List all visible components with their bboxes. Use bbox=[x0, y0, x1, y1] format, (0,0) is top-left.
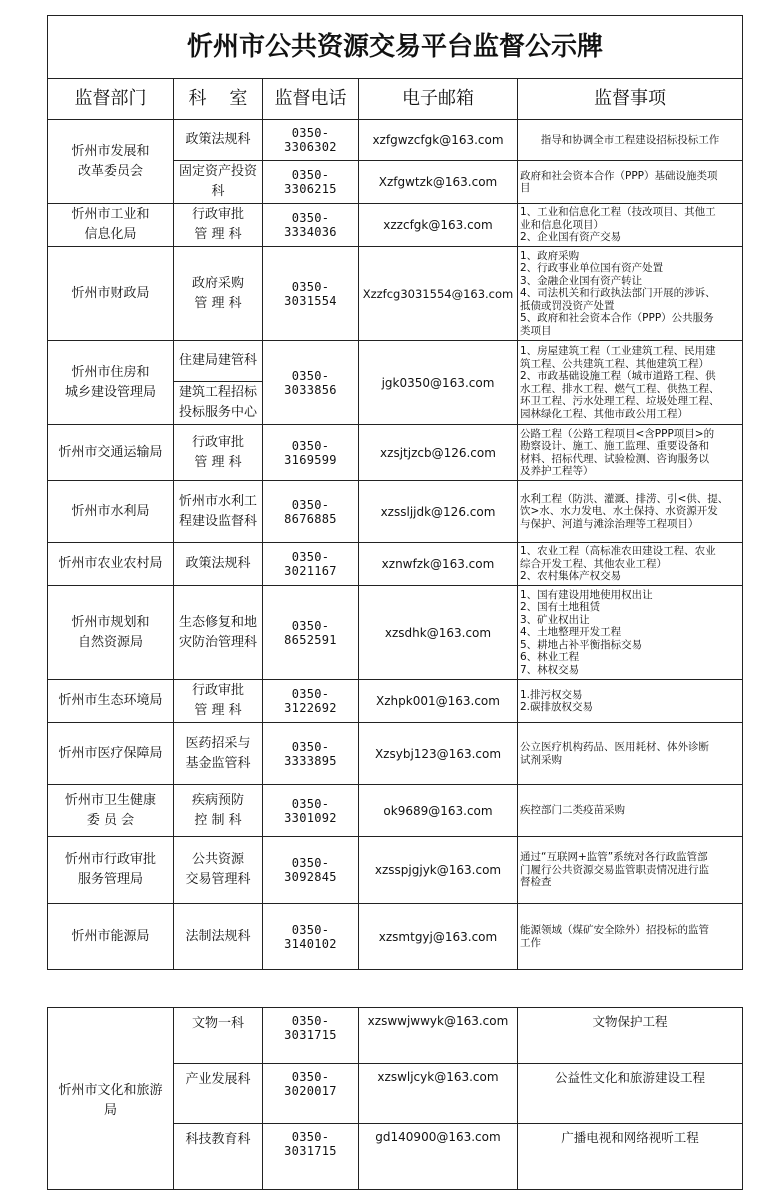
dept-cell: 忻州市能源局 bbox=[48, 904, 174, 970]
phone-cell: 0350-8652591 bbox=[263, 586, 359, 680]
office-cell: 住建局建管科 bbox=[174, 341, 263, 382]
header-office: 科 室 bbox=[174, 79, 263, 120]
office-cell: 政策法规科 bbox=[174, 543, 263, 586]
matter-cell: 文物保护工程 bbox=[518, 1008, 743, 1064]
header-phone: 监督电话 bbox=[263, 79, 359, 120]
dept-cell: 忻州市住房和 城乡建设管理局 bbox=[48, 341, 174, 425]
header-dept: 监督部门 bbox=[48, 79, 174, 120]
matter-cell: 1.排污权交易 2.碳排放权交易 bbox=[518, 680, 743, 723]
email-cell: xzswwjwwyk@163.com bbox=[359, 1008, 518, 1064]
dept-cell: 忻州市农业农村局 bbox=[48, 543, 174, 586]
email-cell: xzsdhk@163.com bbox=[359, 586, 518, 680]
office-cell: 公共资源 交易管理科 bbox=[174, 837, 263, 904]
email-cell: xznwfzk@163.com bbox=[359, 543, 518, 586]
office-cell: 法制法规科 bbox=[174, 904, 263, 970]
email-cell: xzsmtgyj@163.com bbox=[359, 904, 518, 970]
email-cell: ok9689@163.com bbox=[359, 785, 518, 837]
email-cell: jgk0350@163.com bbox=[359, 341, 518, 425]
email-cell: Xzzfcg3031554@163.com bbox=[359, 247, 518, 341]
office-cell: 科技教育科 bbox=[174, 1124, 263, 1190]
office-cell: 政府采购 管 理 科 bbox=[174, 247, 263, 341]
office-cell: 忻州市水利工 程建设监督科 bbox=[174, 481, 263, 543]
dept-cell: 忻州市水利局 bbox=[48, 481, 174, 543]
email-cell: Xzhpk001@163.com bbox=[359, 680, 518, 723]
office-cell: 文物一科 bbox=[174, 1008, 263, 1064]
phone-cell: 0350-3140102 bbox=[263, 904, 359, 970]
email-cell: gd140900@163.com bbox=[359, 1124, 518, 1190]
phone-cell: 0350-8676885 bbox=[263, 481, 359, 543]
matter-cell: 水利工程（防洪、灌溉、排涝、引<供、提、 饮>水、水力发电、水土保持、水资源开发 与保护、河道与滩涂治理等工程项目） bbox=[518, 481, 743, 543]
dept-cell: 忻州市交通运输局 bbox=[48, 425, 174, 481]
office-cell: 产业发展科 bbox=[174, 1064, 263, 1124]
dept-cell: 忻州市工业和 信息化局 bbox=[48, 204, 174, 247]
phone-cell: 0350-3333895 bbox=[263, 723, 359, 785]
email-cell: xzsspjgjyk@163.com bbox=[359, 837, 518, 904]
phone-cell: 0350-3122692 bbox=[263, 680, 359, 723]
phone-cell: 0350-3031554 bbox=[263, 247, 359, 341]
email-cell: xzzcfgk@163.com bbox=[359, 204, 518, 247]
phone-cell: 0350-3031715 bbox=[263, 1008, 359, 1064]
phone-cell: 0350-3169599 bbox=[263, 425, 359, 481]
phone-cell: 0350-3306302 bbox=[263, 120, 359, 161]
header-matter: 监督事项 bbox=[518, 79, 743, 120]
matter-cell: 公立医疗机构药品、医用耗材、体外诊断 试剂采购 bbox=[518, 723, 743, 785]
phone-cell: 0350-3334036 bbox=[263, 204, 359, 247]
office-cell: 疾病预防 控 制 科 bbox=[174, 785, 263, 837]
office-cell: 建筑工程招标 投标服务中心 bbox=[174, 382, 263, 425]
email-cell: xzfgwzcfgk@163.com bbox=[359, 120, 518, 161]
dept-cell: 忻州市生态环境局 bbox=[48, 680, 174, 723]
office-cell: 生态修复和地 灾防治管理科 bbox=[174, 586, 263, 680]
matter-cell: 通过“互联网+监管”系统对各行政监管部 门履行公共资源交易监管职责情况进行监 督检查 bbox=[518, 837, 743, 904]
phone-cell: 0350-3020017 bbox=[263, 1064, 359, 1124]
page-title: 忻州市公共资源交易平台监督公示牌 bbox=[48, 16, 743, 79]
email-cell: xzsjtjzcb@126.com bbox=[359, 425, 518, 481]
matter-cell: 政府和社会资本合作（PPP）基础设施类项 目 bbox=[518, 161, 743, 204]
dept-cell: 忻州市文化和旅游 局 bbox=[48, 1008, 174, 1190]
office-cell: 行政审批 管 理 科 bbox=[174, 425, 263, 481]
matter-cell: 疾控部门二类疫苗采购 bbox=[518, 785, 743, 837]
matter-cell: 1、农业工程（高标准农田建设工程、农业 综合开发工程、其他农业工程） 2、农村集体产权交易 bbox=[518, 543, 743, 586]
phone-cell: 0350-3033856 bbox=[263, 341, 359, 425]
office-cell: 政策法规科 bbox=[174, 120, 263, 161]
header-email: 电子邮箱 bbox=[359, 79, 518, 120]
matter-cell: 指导和协调全市工程建设招标投标工作 bbox=[518, 120, 743, 161]
phone-cell: 0350-3306215 bbox=[263, 161, 359, 204]
email-cell: xzssljjdk@126.com bbox=[359, 481, 518, 543]
matter-cell: 1、工业和信息化工程（技改项目、其他工 业和信息化项目） 2、企业国有资产交易 bbox=[518, 204, 743, 247]
email-cell: Xzsybj123@163.com bbox=[359, 723, 518, 785]
matter-cell: 1、房屋建筑工程（工业建筑工程、民用建 筑工程、公共建筑工程、其他建筑工程） 2、市政基础设施工程（城市道路工程、供 水工程、排水工程、燃气工程、供热工程、 环卫工程、污水处理工程、垃圾处理工程、 园林绿化工程、其他市政公用工程） bbox=[518, 341, 743, 425]
email-cell: xzswljcyk@163.com bbox=[359, 1064, 518, 1124]
matter-cell: 1、国有建设用地使用权出让 2、国有土地租赁 3、矿业权出让 4、土地整理开发工程 5、耕地占补平衡指标交易 6、林业工程 7、林权交易 bbox=[518, 586, 743, 680]
supervision-table bbox=[47, 15, 743, 970]
matter-cell: 1、政府采购 2、行政事业单位国有资产处置 3、金融企业国有资产转让 4、司法机关和行政执法部门开展的涉诉、 抵债或罚没资产处置 5、政府和社会资本合作（PPP）公共服务 类项目 bbox=[518, 247, 743, 341]
matter-cell: 广播电视和网络视听工程 bbox=[518, 1124, 743, 1190]
dept-cell: 忻州市规划和 自然资源局 bbox=[48, 586, 174, 680]
matter-cell: 能源领域（煤矿安全除外）招投标的监管 工作 bbox=[518, 904, 743, 970]
dept-cell: 忻州市卫生健康 委 员 会 bbox=[48, 785, 174, 837]
dept-cell: 忻州市发展和 改革委员会 bbox=[48, 120, 174, 204]
office-cell: 行政审批 管 理 科 bbox=[174, 204, 263, 247]
matter-cell: 公路工程（公路工程项目<含PPP项目>的 勘察设计、施工、施工监理、重要设备和 材料、招标代理、试验检测、咨询服务以 及养护工程等） bbox=[518, 425, 743, 481]
office-cell: 行政审批 管 理 科 bbox=[174, 680, 263, 723]
dept-cell: 忻州市行政审批 服务管理局 bbox=[48, 837, 174, 904]
culture-tourism-table bbox=[47, 1007, 743, 1190]
phone-cell: 0350-3031715 bbox=[263, 1124, 359, 1190]
email-cell: Xzfgwtzk@163.com bbox=[359, 161, 518, 204]
office-cell: 固定资产投资 科 bbox=[174, 161, 263, 204]
dept-cell: 忻州市财政局 bbox=[48, 247, 174, 341]
matter-cell: 公益性文化和旅游建设工程 bbox=[518, 1064, 743, 1124]
phone-cell: 0350-3301092 bbox=[263, 785, 359, 837]
office-cell: 医药招采与 基金监管科 bbox=[174, 723, 263, 785]
phone-cell: 0350-3092845 bbox=[263, 837, 359, 904]
phone-cell: 0350-3021167 bbox=[263, 543, 359, 586]
dept-cell: 忻州市医疗保障局 bbox=[48, 723, 174, 785]
